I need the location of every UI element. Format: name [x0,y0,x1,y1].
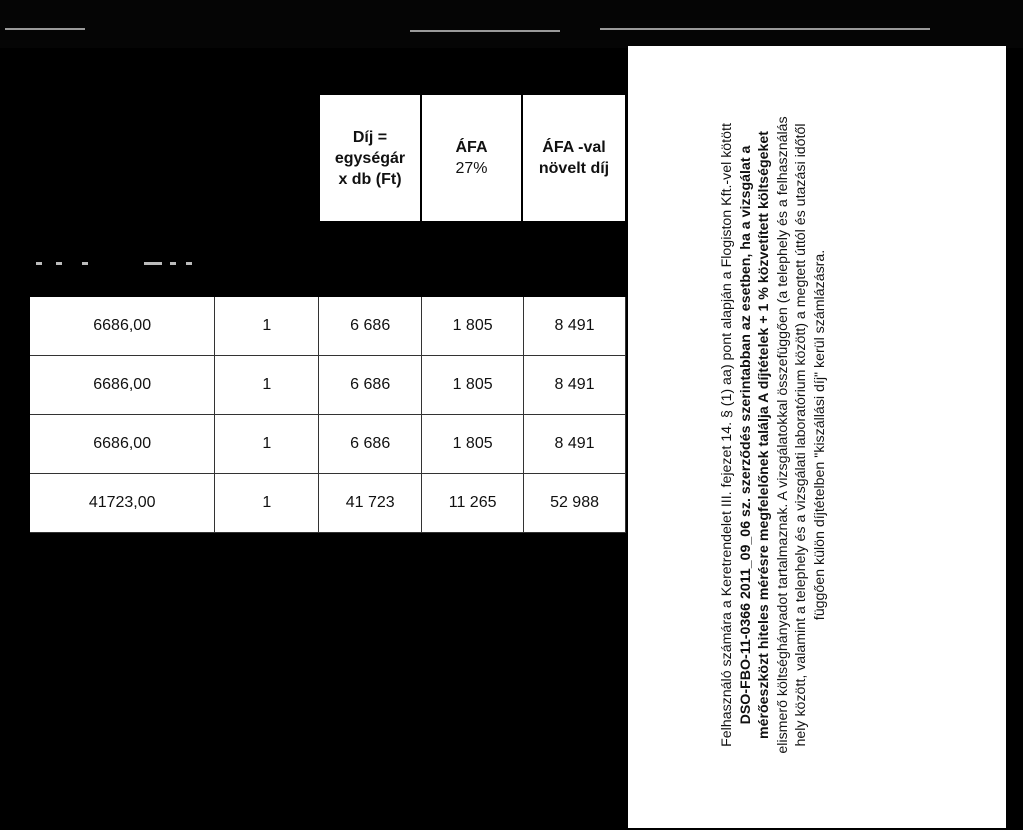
note-line: hely között, valamint a telephely és a vizsgálati laboratórium között) a megtett úttól és utazási időtől [793,123,810,747]
header-fee [320,95,422,221]
note-rotated [628,46,1006,828]
note-line: Felhasználó számára a Keretrendelet III. fejezet 14. § (1) aa) pont alapján a Flogiston Kft.-vel kötött [719,123,735,747]
header-total-line2: növelt díj [538,160,610,177]
vat-cell: 1 805 [422,297,524,356]
unit-price-cell: 6686,00 [30,297,215,356]
note-line: függően külön díjtételben "kiszállási díj" kerül számlázásra. [811,249,828,621]
fee-cell: 6 686 [319,297,422,356]
total-cell: 8 491 [524,415,626,474]
unit-price-cell: 6686,00 [30,356,215,415]
fee-cell: 41 723 [319,474,422,533]
vat-cell: 1 805 [422,415,524,474]
total-cell: 8 491 [524,297,626,356]
header-fee-line2: egységár [334,149,406,167]
vat-cell: 11 265 [422,474,524,533]
header-vat [422,95,523,221]
vat-cell: 1 805 [422,356,524,415]
qty-cell: 1 [215,356,319,415]
scan-top-edge [0,0,1023,48]
unit-price-cell: 41723,00 [30,474,215,533]
qty-cell: 1 [215,297,319,356]
table-row [30,474,626,533]
note-line: elismerő költséghányadot tartalmaznak. A vizsgálatokkal összefüggően (a telephely és a felhasználás [774,116,791,754]
table-row [30,297,626,356]
fee-cell: 6 686 [319,415,422,474]
fee-cell: 6 686 [319,356,422,415]
scan-noise [5,28,85,30]
qty-cell: 1 [215,415,319,474]
header-vat-line1: ÁFA [455,139,488,156]
note-panel [628,46,1006,828]
note-line: DSO-FBO-11-0366 2011_09_06 sz. szerződés szerintabban az esetben, ha a vizsgálat a [737,145,754,725]
header-fee-line1: Díj = [352,128,388,146]
header-vat-line2: 27% [455,160,488,177]
table-row [30,356,626,415]
note-line: mérőeszközt hiteles mérésre megfelelőnek találja A díjtételek + 1 % közvetített költségeket [756,130,773,740]
total-cell: 52 988 [524,474,626,533]
header-total [523,95,625,221]
unit-price-cell: 6686,00 [30,415,215,474]
header-fee-line3: x db (Ft) [338,170,402,188]
fee-table [30,297,626,533]
note-text [718,50,830,820]
qty-cell: 1 [215,474,319,533]
header-total-line1: ÁFA -val [542,139,606,156]
total-cell: 8 491 [524,356,626,415]
scan-noise [600,28,930,30]
scan-noise [410,30,560,32]
table-row [30,415,626,474]
